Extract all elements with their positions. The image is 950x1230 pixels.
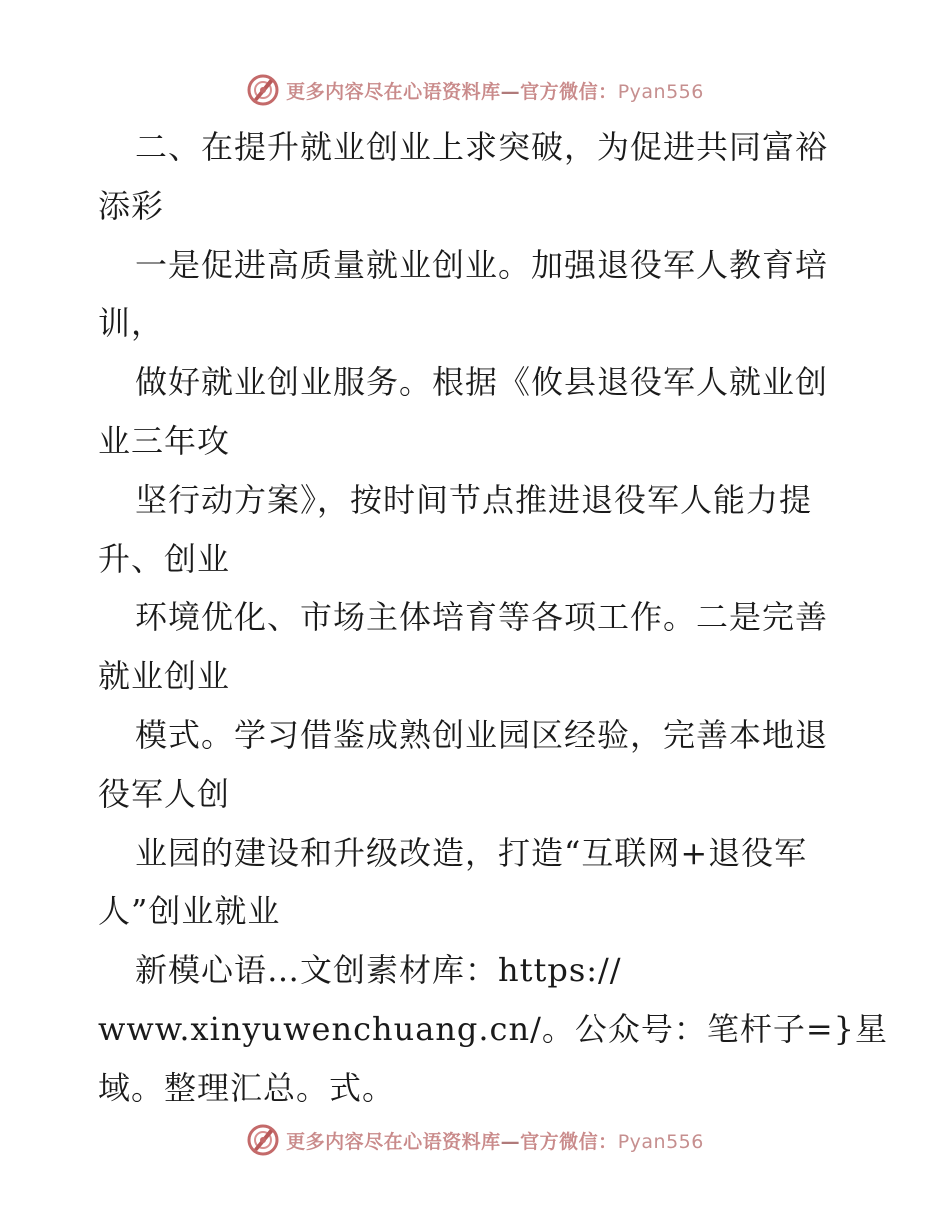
brand-logo-icon [246, 1123, 280, 1157]
header-banner-text [286, 77, 704, 104]
footer-banner-wechat-label: 官方微信： [520, 1130, 618, 1153]
footer-banner-text [286, 1127, 704, 1154]
text-line: 域。整理汇总。式。 [98, 1068, 396, 1107]
brand-logo-icon [246, 73, 280, 107]
text-line: 二、在提升就业创业上求突破，为促进共同富裕 [135, 128, 829, 166]
footer-banner-wechat-id: Pyan556 [617, 1130, 704, 1153]
text-line: 环境优化、市场主体培育等各项工作。二是完善 [135, 598, 829, 637]
text-line: 做好就业创业服务。根据《攸县退役军人就业创 [135, 363, 829, 402]
text-line: 训， [98, 304, 165, 343]
text-line: 一是促进高质量就业创业。加强退役军人教育培 [135, 245, 829, 284]
text-line: 新模心语…文创素材库：https:// [135, 951, 622, 990]
text-line: 业三年攻 [98, 421, 231, 460]
header-banner-wechat-id: Pyan556 [617, 80, 704, 103]
text-line: 役军人创 [98, 774, 231, 813]
text-line: 模式。学习借鉴成熟创业园区经验，完善本地退 [135, 715, 829, 754]
document-body [98, 118, 889, 1118]
header-banner-title: 更多内容尽在心语资料库 [286, 80, 501, 103]
header-banner [0, 70, 950, 110]
text-line: 添彩 [98, 186, 165, 225]
text-line: 人”创业就业 [98, 892, 281, 931]
text-line: 升、创业 [98, 539, 231, 578]
footer-banner-title: 更多内容尽在心语资料库 [286, 1130, 501, 1153]
text-line: 业园的建设和升级改造，打造“互联网+退役军 [135, 833, 808, 872]
footer-banner [0, 1120, 950, 1160]
text-line: 就业创业 [98, 657, 231, 696]
header-banner-separator: — [500, 80, 521, 103]
text-line: 坚行动方案》，按时间节点推进退役军人能力提 [135, 480, 813, 519]
footer-banner-separator: — [500, 1130, 521, 1153]
header-banner-wechat-label: 官方微信： [520, 80, 618, 103]
text-line: www.xinyuwenchuang.cn/。公众号：笔杆子=}星 [98, 1009, 889, 1048]
